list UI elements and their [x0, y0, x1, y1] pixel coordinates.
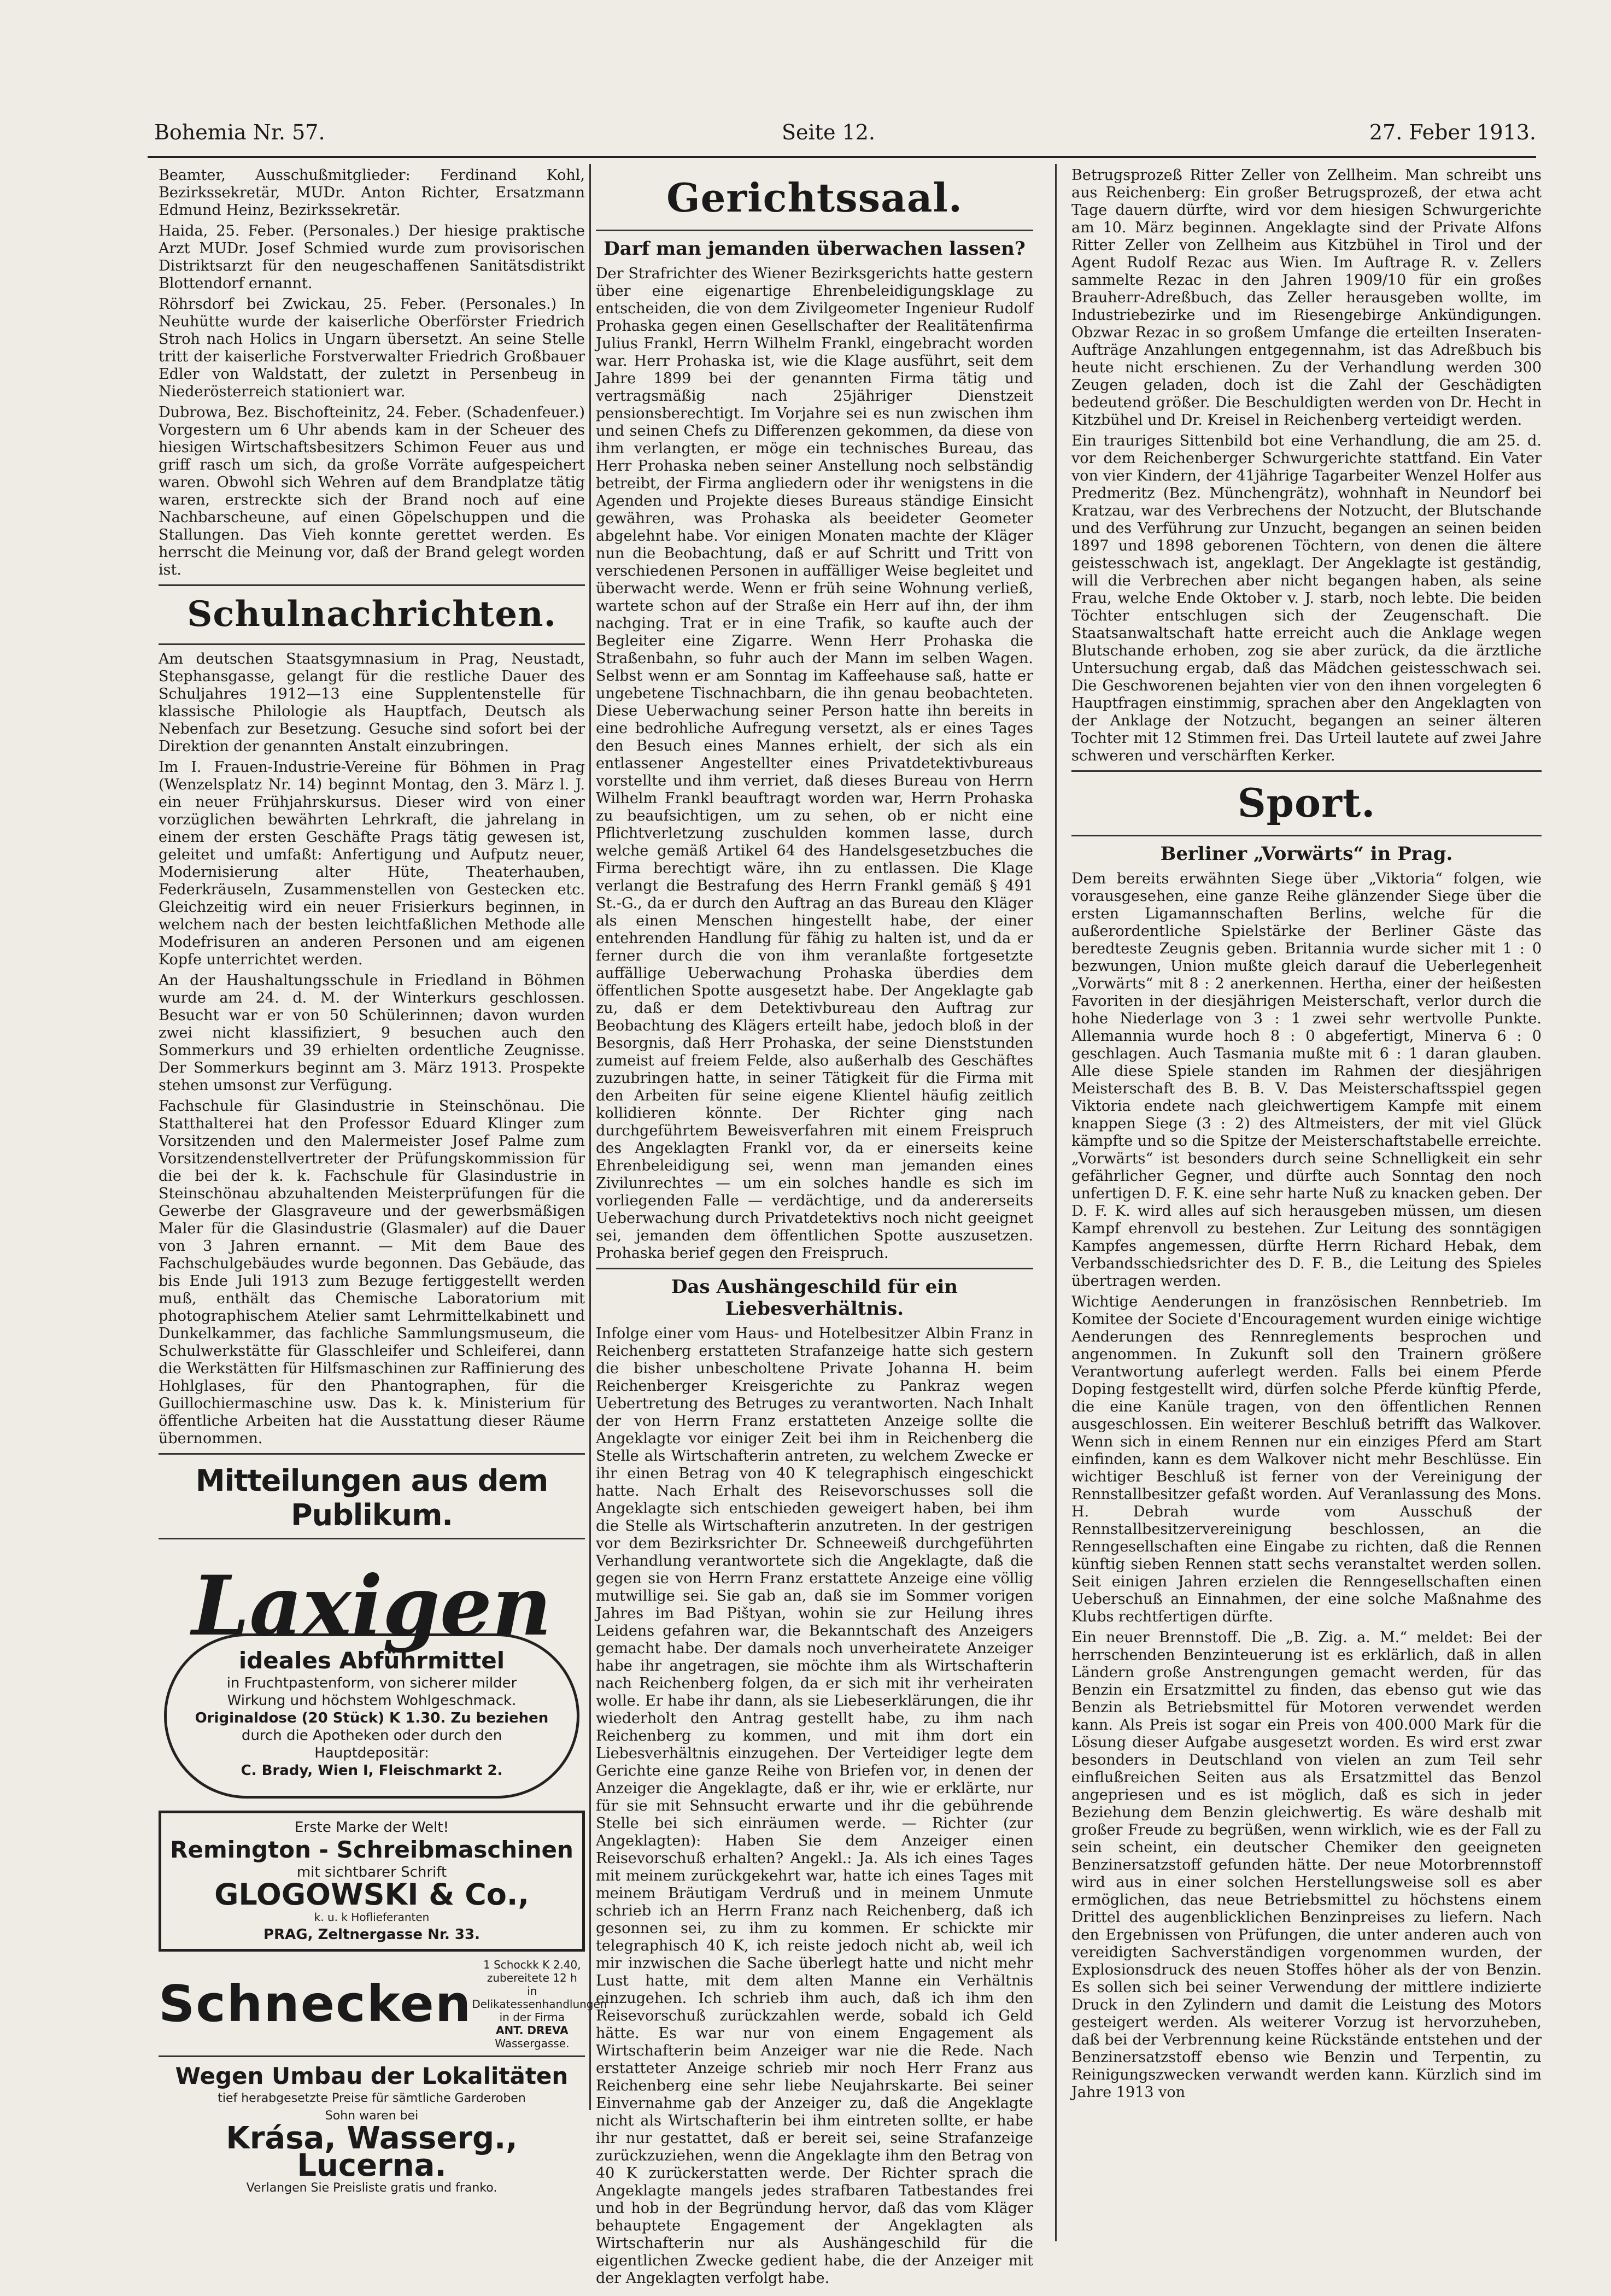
- schnecken-line: ANT. DREVA: [496, 2024, 569, 2037]
- article-paragraph: Haida, 25. Feber. (Personales.) Der hiesige praktische Arzt MUDr. Josef Schmied wurde zum provisorischen Distriktsarzt für den neugeschaffenen Sanitätsdistrikt Blottendorf ernannt.: [159, 222, 585, 292]
- remington-sub: mit sichtbarer Schrift: [296, 1864, 447, 1881]
- schnecken-line: Wassergasse.: [495, 2037, 570, 2050]
- section-rule: [159, 643, 585, 645]
- umbau-line: tief herabgesetzte Preise für sämtliche Garderoben: [218, 2092, 526, 2105]
- article-paragraph: Dubrowa, Bez. Bischofteinitz, 24. Feber. (Schadenfeuer.) Vorgestern um 6 Uhr abends kam in der Scheuer des hiesigen Wirtschaftsbesitzers Schimon Feuer aus und griff rasch um sich, da große Vorräte aufgespeichert waren. Obwohl sich Wehren auf dem Brandplatze tätig waren, erstreckte sich der Brand noch auf eine Nachbarscheune, auf einen Göpelschuppen und die Stallungen. Das Vieh konnte gerettet werden. Es herrscht die Meinung vor, daß der Brand gelegt worden ist.: [159, 404, 585, 578]
- section-rule: [159, 2055, 585, 2057]
- remington-firm-note: k. u. k Hoflieferanten: [314, 1911, 430, 1924]
- subheading-ueberwachen: Darf man jemanden überwachen lassen?: [604, 238, 1026, 260]
- section-rule: [159, 1538, 585, 1539]
- section-rule: [596, 230, 1033, 231]
- header-rule: [148, 156, 1536, 158]
- section-rule: [1071, 835, 1542, 836]
- article-paragraph: Ein neuer Brennstoff. Die „B. Zig. a. M.“ meldet: Bei der herrschenden Benzinteuerung ist es erklärlich, daß in allen Ländern große Anstrengungen gemacht werden, für das Benzin ein Ersatzmittel zu finden, das ebenso gut wie das Benzin als Betriebsmittel für Motoren verwendet werden kann. Als Preis ist sogar ein Preis von 400.000 Mark für die Lösung dieser Aufgabe ausgesetzt worden. Es wird erst zwar besonders in Deutschland von vielen an zum Teil sehr einflußreichen Seiten aus als Ersatzmittel das Benzol angepriesen und es ist möglich, daß es sich in jeder Beziehung dem Benzin gleichwertig. Es wäre deshalb mit großer Freude zu begrüßen, wenn wirklich, wie es der Fall zu sein scheint, ein deutscher Chemiker den geeigneten Benzinersatzstoff gefunden hätte. Der neue Motorbrennstoff wird aus in einer solchen Herstellungsweise soll es aber ermöglichen, das neue Betriebsmittel zu höchstens einem Drittel des augenblicklichen Benzinpreises zu liefern. Nach den Ergebnissen von Prüfungen, die unter anderen auch von vereidigten Sachverständigen vorgenommen wurden, der Explosionsdruck des neuen Stoffes höher als der von Benzin. Es sollen sich bei seiner Verwendung der mittlere indizierte Druck in den Zylindern und damit die Leistung des Motors gesteigert werden. Als weiterer Vorzug ist hervorzuheben, daß bei der Verbrennung keine Rückstände entstehen und der Benzinersatzstoff ebenso wie Benzin und Terpentin, zu Reinigungszwecken verwandt werden kann. Kürzlich sind im Jahre 1913 von: [1071, 1629, 1542, 2101]
- heading-school: Schulnachrichten.: [187, 594, 556, 635]
- subheading-vorwaerts: Berliner „Vorwärts“ in Prag.: [1160, 843, 1453, 865]
- section-rule: [1071, 770, 1542, 772]
- header-left: Bohemia Nr. 57.: [154, 120, 325, 144]
- laxigen-line: Hauptdepositär:: [314, 1745, 429, 1761]
- subheading-aushaengeschild: Das Aushängeschild für ein Liebesverhältnis.: [671, 1276, 958, 1320]
- ad-schnecken: [159, 1958, 607, 2050]
- article-paragraph: Am deutschen Staatsgymnasium in Prag, Neustadt, Stephansgasse, gelangt für die restliche Dauer des Schuljahres 1912—13 eine Supplentenstelle für klassische Philologie als Hauptfach, Deutsch als Nebenfach zur Besetzung. Gesuche sind sofort bei der Direktion der genannten Anstalt einzubringen.: [159, 651, 585, 755]
- header-right: 27. Feber 1913.: [1369, 120, 1536, 144]
- article-paragraph: An der Haushaltungsschule in Friedland in Böhmen wurde am 24. d. M. der Winterkurs geschlossen. Besucht war er von 50 Schülerinnen; davon wurden zwei nicht klassifiziert, 9 besuchen auch den Sommerkurs und 39 erhielten ordentliche Zeugnisse. Der Sommerkurs beginnt am 3. März 1913. Prospekte stehen umsonst zur Verfügung.: [159, 972, 585, 1094]
- ad-umbau: [159, 2063, 585, 2197]
- column-divider-1: [589, 164, 591, 2110]
- schnecken-line: zubereitete 12 h: [487, 1971, 577, 1984]
- laxigen-line: Wirkung und höchstem Wohlgeschmack.: [227, 1692, 517, 1709]
- article-paragraph: Infolge einer vom Haus- und Hotelbesitzer Albin Franz in Reichenberg erstatteten Strafanzeige hatte sich gestern die bisher unbescholtene Private Johanna H. beim Reichenberger Kreisgerichte zu Pankraz wegen Uebertretung des Betruges zu verantworten. Nach Inhalt der von Herrn Franz erstatteten Anzeige sollte die Angeklagte vor einiger Zeit bei ihm in Reichenberg die Stelle als Wirtschafterin antreten, zu welchem Zwecke er ihr einen Betrag von 40 K telegraphisch eingeschickt hatte. Nach Erhalt des Reisevorschusses soll die Angeklagte sich entschieden geweigert haben, bei ihm die Stelle als Wirtschafterin anzutreten. In der gestrigen vor dem Bezirksrichter Dr. Schneeweiß durchgeführten Verhandlung verantwortete sich die Angeklagte, daß die gegen sie von Herrn Franz erstattete Anzeige eine völlig mutwillige sei. Sie gab an, daß sie im Sommer vorigen Jahres im Bad Pištyan, wohin sie zur Heilung ihres Leidens gefahren war, die Bekanntschaft des Anzeigers gemacht habe. Der damals noch unverheiratete Anzeiger habe ihr angetragen, sie möchte ihm als Wirtschafterin nach Reichenberg folgen, da er sich mit ihr verheiraten wolle. Er habe ihr dann, als sie Liebeserklärungen, die ihr wiederholt den Antrag gestellt habe, zu ihm nach Reichenberg zu kommen, und mit ihm dort ein Liebesverhältnis einzugehen. Der Verteidiger legte dem Gerichte eine ganze Reihe von Briefen vor, in denen der Anzeiger die Angeklagte, daß er ihr, wie er erklärte, nur für sie mit Sehnsucht erwarte und ihr die gebührende Stelle bei sich einräumen werde. — Richter (zur Angeklagten): Haben Sie dem Anzeiger einen Reisevorschuß erhalten? Angekl.: Ja. Als ich eines Tages mit meinem zurückgekehrt war, hatte ich eines Tages mit meinem Bräutigam Verdruß und in meinem Unmute schrieb ich an Herrn Franz nach Reichenberg, daß ich gesonnen sei, zu ihm zu kommen. Er schickte mir telegraphisch 40 K, ich reiste jedoch nicht ab, weil ich mir inzwischen die Sache überlegt hatte und nicht mehr Lust hatte, mit dem alten Manne ein Verhältnis einzugehen. Ich schrieb ihm auch, daß ich ihm den Reisevorschuß zurückzahlen werde, sobald ich Geld hätte. Es war nur von einem Engagement als Wirtschafterin beim Anzeiger war nie die Rede. Nach erstatteter Anzeige schrieb mir noch Herr Franz aus Reichenberg eine sehr liebe Neujahrskarte. Bei seiner Einvernahme gab der Anzeiger zu, daß die Angeklagte nicht als Wirtschafterin bei ihm eintreten sollte, er habe ihr nur gestattet, daß er bereit sei, seine Strafanzeige zurückzuziehen, wenn die Angeklagte ihm den Betrag von 40 K zurückerstatten werde. Der Richter sprach die Angeklagte mangels jedes strafbaren Tatbestandes frei und hob in der Begründung hervor, daß das vom Kläger behauptete Engagement der Angeklagten als Wirtschafterin nur als Aushängeschild für die eigentlichen Zwecke gedient habe, die der Anzeiger mit der Angeklagten verfolgt habe.: [596, 1325, 1033, 2287]
- article-paragraph: Betrugsprozeß Ritter Zeller von Zellheim. Man schreibt uns aus Reichenberg: Ein großer Betrugsprozeß, der etwa acht Tage dauern dürfte, wird vor dem hiesigen Schwurgerichte am 10. März beginnen. Angeklagte sind der Private Alfons Ritter Zeller von Zellheim aus Kitzbühel in Tirol und der Agent Rudolf Rezac aus Wien. Im Auftrage R. v. Zellers sammelte Rezac in den Jahren 1909/10 für ein großes Brauherr-Adreßbuch, das Zeller herausgeben wollte, im Industriebezirke und im Riesengebirge Ankündigungen. Obzwar Rezac in so großem Umfange die erteilten Inseraten-Aufträge Anzahlungen entgegennahm, ist das Adreßbuch bis heute nicht erschienen. Zu der Verhandlung werden 300 Zeugen geladen, doch ist die Zahl der Geschädigten bedeutend größer. Die Beschuldigten werden von Dr. Hecht in Kitzbühel und Dr. Kreisel in Reichenberg verteidigt werden.: [1071, 167, 1542, 429]
- laxigen-line: in Fruchtpastenform, von sicherer milder: [226, 1675, 517, 1691]
- page-header: [148, 120, 1536, 153]
- umbau-title: Wegen Umbau der Lokalitäten: [175, 2063, 569, 2089]
- laxigen-tagline: ideales Abführmittel: [238, 1647, 505, 1674]
- remington-title: Remington - Schreibmaschinen: [170, 1836, 573, 1863]
- column-2: [596, 167, 1033, 2287]
- laxigen-line: C. Brady, Wien I, Fleischmarkt 2.: [241, 1762, 503, 1779]
- section-rule: [159, 1453, 585, 1455]
- header-center: Seite 12.: [782, 120, 875, 144]
- schnecken-line: 1 Schockk K 2.40,: [483, 1958, 581, 1971]
- laxigen-line: durch die Apotheken oder durch den: [241, 1727, 502, 1744]
- umbau-footer: Verlangen Sie Preisliste gratis und franko.: [246, 2181, 497, 2195]
- column-3: [1071, 167, 1542, 2244]
- umbau-line: Sohn waren bei: [325, 2109, 419, 2123]
- schnecken-title: Schnecken: [159, 1975, 472, 2033]
- article-paragraph: Ein trauriges Sittenbild bot eine Verhandlung, die am 25. d. vor dem Reichenberger Schwurgerichte stattfand. Ein Vater von vier Kindern, der 41jährige Tagarbeiter Wenzel Holfer aus Predmeritz (Bez. Münchengrätz), wohnhaft in Neundorf bei Kratzau, war des Verbrechens der Notzucht, der Blutschande und des Verführung zur Unzucht, begangen an seinen beiden 1897 und 1898 geborenen Töchtern, von denen die ältere geistesschwach ist, angeklagt. Der Angeklagte ist geständig, will die Verbrechen aber nicht begangen haben, als seine Frau, welche Ende Oktober v. J. starb, noch lebte. Die beiden Töchter entschlugen sich der Zeugenschaft. Die Staatsanwaltschaft hatte erreicht auch die Anklage wegen Blutschande erhoben, zog sie aber zurück, da die ärztliche Untersuchung ergab, daß das Mädchen geistesschwach sei. Die Geschworenen bejahten vier von den ihnen vorgelegten 6 Hauptfragen einstimmig, sprachen aber den Angeklagten von der Anklage der Notzucht, begangen an seiner älteren Tochter mit 12 Stimmen frei. Das Urteil lautete auf zwei Jahre schweren und verschärften Kerker.: [1071, 432, 1542, 764]
- schnecken-line: in Delikatessenhandlungen: [472, 1984, 607, 2011]
- article-paragraph: Beamter, Ausschußmitglieder: Ferdinand Kohl, Bezirkssekretär, MUDr. Anton Richter, Ersatzmann Edmund Heinz, Bezirkssekretär.: [159, 167, 585, 219]
- article-paragraph: Röhrsdorf bei Zwickau, 25. Feber. (Personales.) In Neuhütte wurde der kaiserliche Oberförster Friedrich Stroh nach Holics in Ungarn übersetzt. An seine Stelle tritt der kaiserliche Forstverwalter Friedrich Großbauer Edler von Waldstatt, der zuletzt in Persenbeug in Niederösterreich stationiert war.: [159, 296, 585, 400]
- column-1: [159, 167, 607, 2195]
- heading-mitteilungen: Mitteilungen aus dem Publikum.: [195, 1463, 548, 1532]
- laxigen-line: Originaldose (20 Stück) K 1.30. Zu beziehen: [195, 1710, 549, 1726]
- section-rule: [596, 1268, 1033, 1269]
- section-rule: [159, 584, 585, 586]
- laxigen-logo: Laxigen: [191, 1558, 552, 1654]
- heading-gerichtssaal: Gerichtssaal.: [666, 174, 963, 221]
- remington-firm: GLOGOWSKI & Co.,: [214, 1877, 529, 1912]
- ad-laxigen: [159, 1546, 585, 1804]
- article-paragraph: Im I. Frauen-Industrie-Vereine für Böhmen in Prag (Wenzelsplatz Nr. 14) beginnt Montag, den 3. März l. J. ein neuer Frühjahrskursus. Dieser wird von einer vorzüglichen bewährten Lehrkraft, die jahrelang in einem der ersten Geschäfte Prags tätig gewesen ist, geleitet und umfaßt: Anfertigung und Aufputz neuer, Modernisierung alter Hüte, Theaterhauben, Federkräuseln, Zusammenstellen von Gestecken etc. Gleichzeitig wird ein neuer Frisierkurs beginnen, in welchem nach der besten leichtfaßlichen Methode alle Modefrisuren an anderen Personen und am eigenen Kopfe unterrichtet werden.: [159, 759, 585, 968]
- article-paragraph: Wichtige Aenderungen in französischen Rennbetrieb. Im Komitee der Societe d'Encouragement wurden einige wichtige Aenderungen des Rennreglements besprochen und angenommen. In Zukunft soll den Trainern größere Verantwortung auferlegt werden. Falls bei einem Pferde Doping festgestellt wird, dürfen solche Pferde künftig Pferde, die eine Kanüle tragen, von den öffentlichen Rennen ausgeschlossen. Ein weiterer Beschluß betrifft das Walkover. Wenn sich in einem Rennen nur ein einziges Pferd am Start einfinden, kann es dem Walkover nicht mehr Beschlüsse. Ein wichtiger Beschluß ist ferner von der Vereinigung der Rennstallbesitzer gefaßt worden. Auf Veranlassung des Mons. H. Debrah wurde vom Ausschuß der Rennstallbesitzervereinigung beschlossen, an die Renngesellschaften eine Eingabe zu richten, daß die Rennen künftig sieben Rennen statt sechs veranstaltet werden sollen. Seit einigen Jahren erzielen die Renngesellschaften einen Ueberschuß an Einnahmen, der eine solche Maßnahme des Klubs rechtfertigen dürfte.: [1071, 1293, 1542, 1625]
- ad-remington: [159, 1811, 585, 1952]
- umbau-firm: Krása, Wasserg., Lucerna.: [226, 2121, 518, 2183]
- article-paragraph: Dem bereits erwähnten Siege über „Viktoria“ folgen, wie vorausgesehen, eine ganze Reihe glänzender Siege über die ersten Ligamannschaften Berlins, welche für die außerordentliche Spielstärke der Berliner Gäste das beredteste Zeugnis geben. Britannia wurde sicher mit 1 : 0 bezwungen, Union mußte gleich darauf die Ueberlegenheit „Vorwärts“ mit 8 : 2 anerkennen. Hertha, einer der heißesten Favoriten in der diesjährigen Meisterschaft, verlor durch die hohe Niederlage von 3 : 1 zwei sehr wertvolle Punkte. Allemannia wurde hoch 8 : 0 abgefertigt, Minerva 6 : 0 geschlagen. Auch Tasmania mußte mit 6 : 1 daran glauben. Alle diese Spiele standen im Rahmen der diesjährigen Meisterschaft des B. B. V. Das Meisterschaftsspiel gegen Viktoria endete nach gleichwertigem Kampfe mit einem knappen Siege (3 : 2) des Altmeisters, der mit viel Glück kämpfte und so die Spitze der Meisterschaftstabelle erreichte. „Vorwärts“ ist besonders durch seine Schnelligkeit ein sehr gefährlicher Gegner, und dürfte auch Sonntag den noch unfertigen D. F. K. eine sehr harte Nuß zu knacken geben. Der D. F. K. wird alles auf sich herausgeben müssen, um diesen Kampf ehrenvoll zu bestehen. Zur Leitung des sonntägigen Kampfes angemessen, dürfte Herrn Richard Hebak, dem Verbandsschiedsrichter des D. F. B., die Leitung des Spieles übertragen werden.: [1071, 870, 1542, 1290]
- remington-top: Erste Marke der Welt!: [294, 1819, 449, 1836]
- article-paragraph: Der Strafrichter des Wiener Bezirksgerichts hatte gestern über eine eigenartige Ehrenbeleidigungsklage zu entscheiden, die von dem Zivilgeometer Ingenieur Rudolf Prohaska gegen einen Gesellschafter der Realitätenfirma Julius Frankl, Herrn Wilhelm Frankl, eingebracht worden war. Herr Prohaska ist, wie die Klage ausführt, seit dem Jahre 1899 bei der genannten Firma tätig und vertragsmäßig nach 25jähriger Dienstzeit pensionsberechtigt. Im Vorjahre sei es nun zwischen ihm und seinen Chefs zu Differenzen gekommen, da diese von ihm verlangten, er möge ein technisches Bureau, das Herr Prohaska neben seiner Anstellung noch selbständig betreibt, der Firma angliedern oder ihr wenigstens in die Agenden und Projekte dieses Bureaus ständige Einsicht gewähren, was Prohaska als beeideter Geometer abgelehnt habe. Vor einigen Monaten machte der Kläger nun die Beobachtung, daß er auf Schritt und Tritt von verschiedenen Personen in auffälliger Weise begleitet und überwacht werde. Wenn er früh seine Wohnung verließ, wartete schon auf der Straße ein Herr auf ihn, der ihm nachging. Trat er in eine Trafik, so kaufte auch der Begleiter eine Zigarre. Wenn Herr Prohaska die Straßenbahn, so fuhr auch der Mann im selben Wagen. Selbst wenn er am Sonntag im Kaffeehause saß, hatte er ungebetene Tischnachbarn, die ihn genau beobachteten. Diese Ueberwachung seiner Person hatte ihn bereits in eine bedrohliche Aufregung versetzt, als er eines Tages den Besuch eines Mannes erhielt, der sich als ein entlassener Angestellter eines Privatdetektivbureaus vorstellte und ihm verriet, daß dieses Bureau von Herrn Wilhelm Frankl beauftragt worden war, Herrn Prohaska zu beaufsichtigen, um zu sehen, ob er nicht eine Pflichtverletzung zuschulden kommen lasse, durch welche gemäß Artikel 64 des Handelsgesetzbuches die Firma berechtigt wäre, ihn zu entlassen. Die Klage verlangt die Bestrafung des Herrn Frankl gemäß § 491 St.-G., da er durch den Auftrag an das Bureau den Kläger als einen Menschen hingestellt habe, der einer entehrenden Handlung für fähig zu halten ist, und da er ferner durch die von ihm veranlaßte fortgesetzte auffällige Ueberwachung Prohaska überdies dem öffentlichen Spotte ausgesetzt habe. Der Angeklagte gab zu, daß er dem Detektivbureau den Auftrag zur Beobachtung des Klägers erteilt habe, jedoch bloß in der Besorgnis, daß Herr Prohaska, der seine Dienststunden zumeist auf freiem Felde, also außerhalb des Geschäftes zuzubringen hatte, in seiner Tätigkeit für die Firma mit den Arbeiten für seine eigene Klientel häufig zeitlich kollidieren könnte. Der Richter ging nach durchgeführtem Beweisverfahren mit einem Freispruch des Angeklagten Frankl vor, da er einerseits keine Ehrenbeleidigung sei, wenn man jemanden eines Zivilunrechtes — um ein solches handle es sich im vorliegenden Falle — verdächtige, und da andererseits Ueberwachung durch Privatdetektivs noch nicht geeignet sei, jemanden dem öffentlichen Spotte auszusetzen. Prohaska berief gegen den Freispruch.: [596, 265, 1033, 1262]
- heading-sport: Sport.: [1237, 780, 1376, 826]
- article-paragraph: Fachschule für Glasindustrie in Steinschönau. Die Statthalterei hat den Professor Eduard Klinger zum Vorsitzenden und den Malermeister Josef Palme zum Vorsitzendenstellvertreter der Prüfungskommission für die bei der k. k. Fachschule für Glasindustrie in Steinschönau abzuhaltenden Meisterprüfungen für die Gewerbe der Glasgraveure und der gewerbsmäßigen Maler für die Glasindustrie (Glasmaler) auf die Dauer von 3 Jahren ernannt. — Mit dem Baue des Fachschulgebäudes wurde begonnen. Das Gebäude, das bis Ende Juli 1913 zum Bezuge fertiggestellt werden muß, enthält das Chemische Laboratorium mit photographischem Atelier samt Lehrmittelkabinett und Dunkelkammer, das fachliche Sammlungsmuseum, die Schulwerkstätte für Glasschleifer und Schleiferei, dann die Werkstätten für Hilfsmaschinen zur Raffinierung des Hohlglases, für den Phantographen, für die Guillochiermaschine usw. Das k. k. Ministerium für öffentliche Arbeiten hat die Ausstattung dieser Räume übernommen.: [159, 1098, 585, 1447]
- remington-address: PRAG, Zeltnergasse Nr. 33.: [263, 1926, 480, 1943]
- column-divider-2: [1055, 164, 1057, 2241]
- schnecken-line: in der Firma: [499, 2011, 565, 2024]
